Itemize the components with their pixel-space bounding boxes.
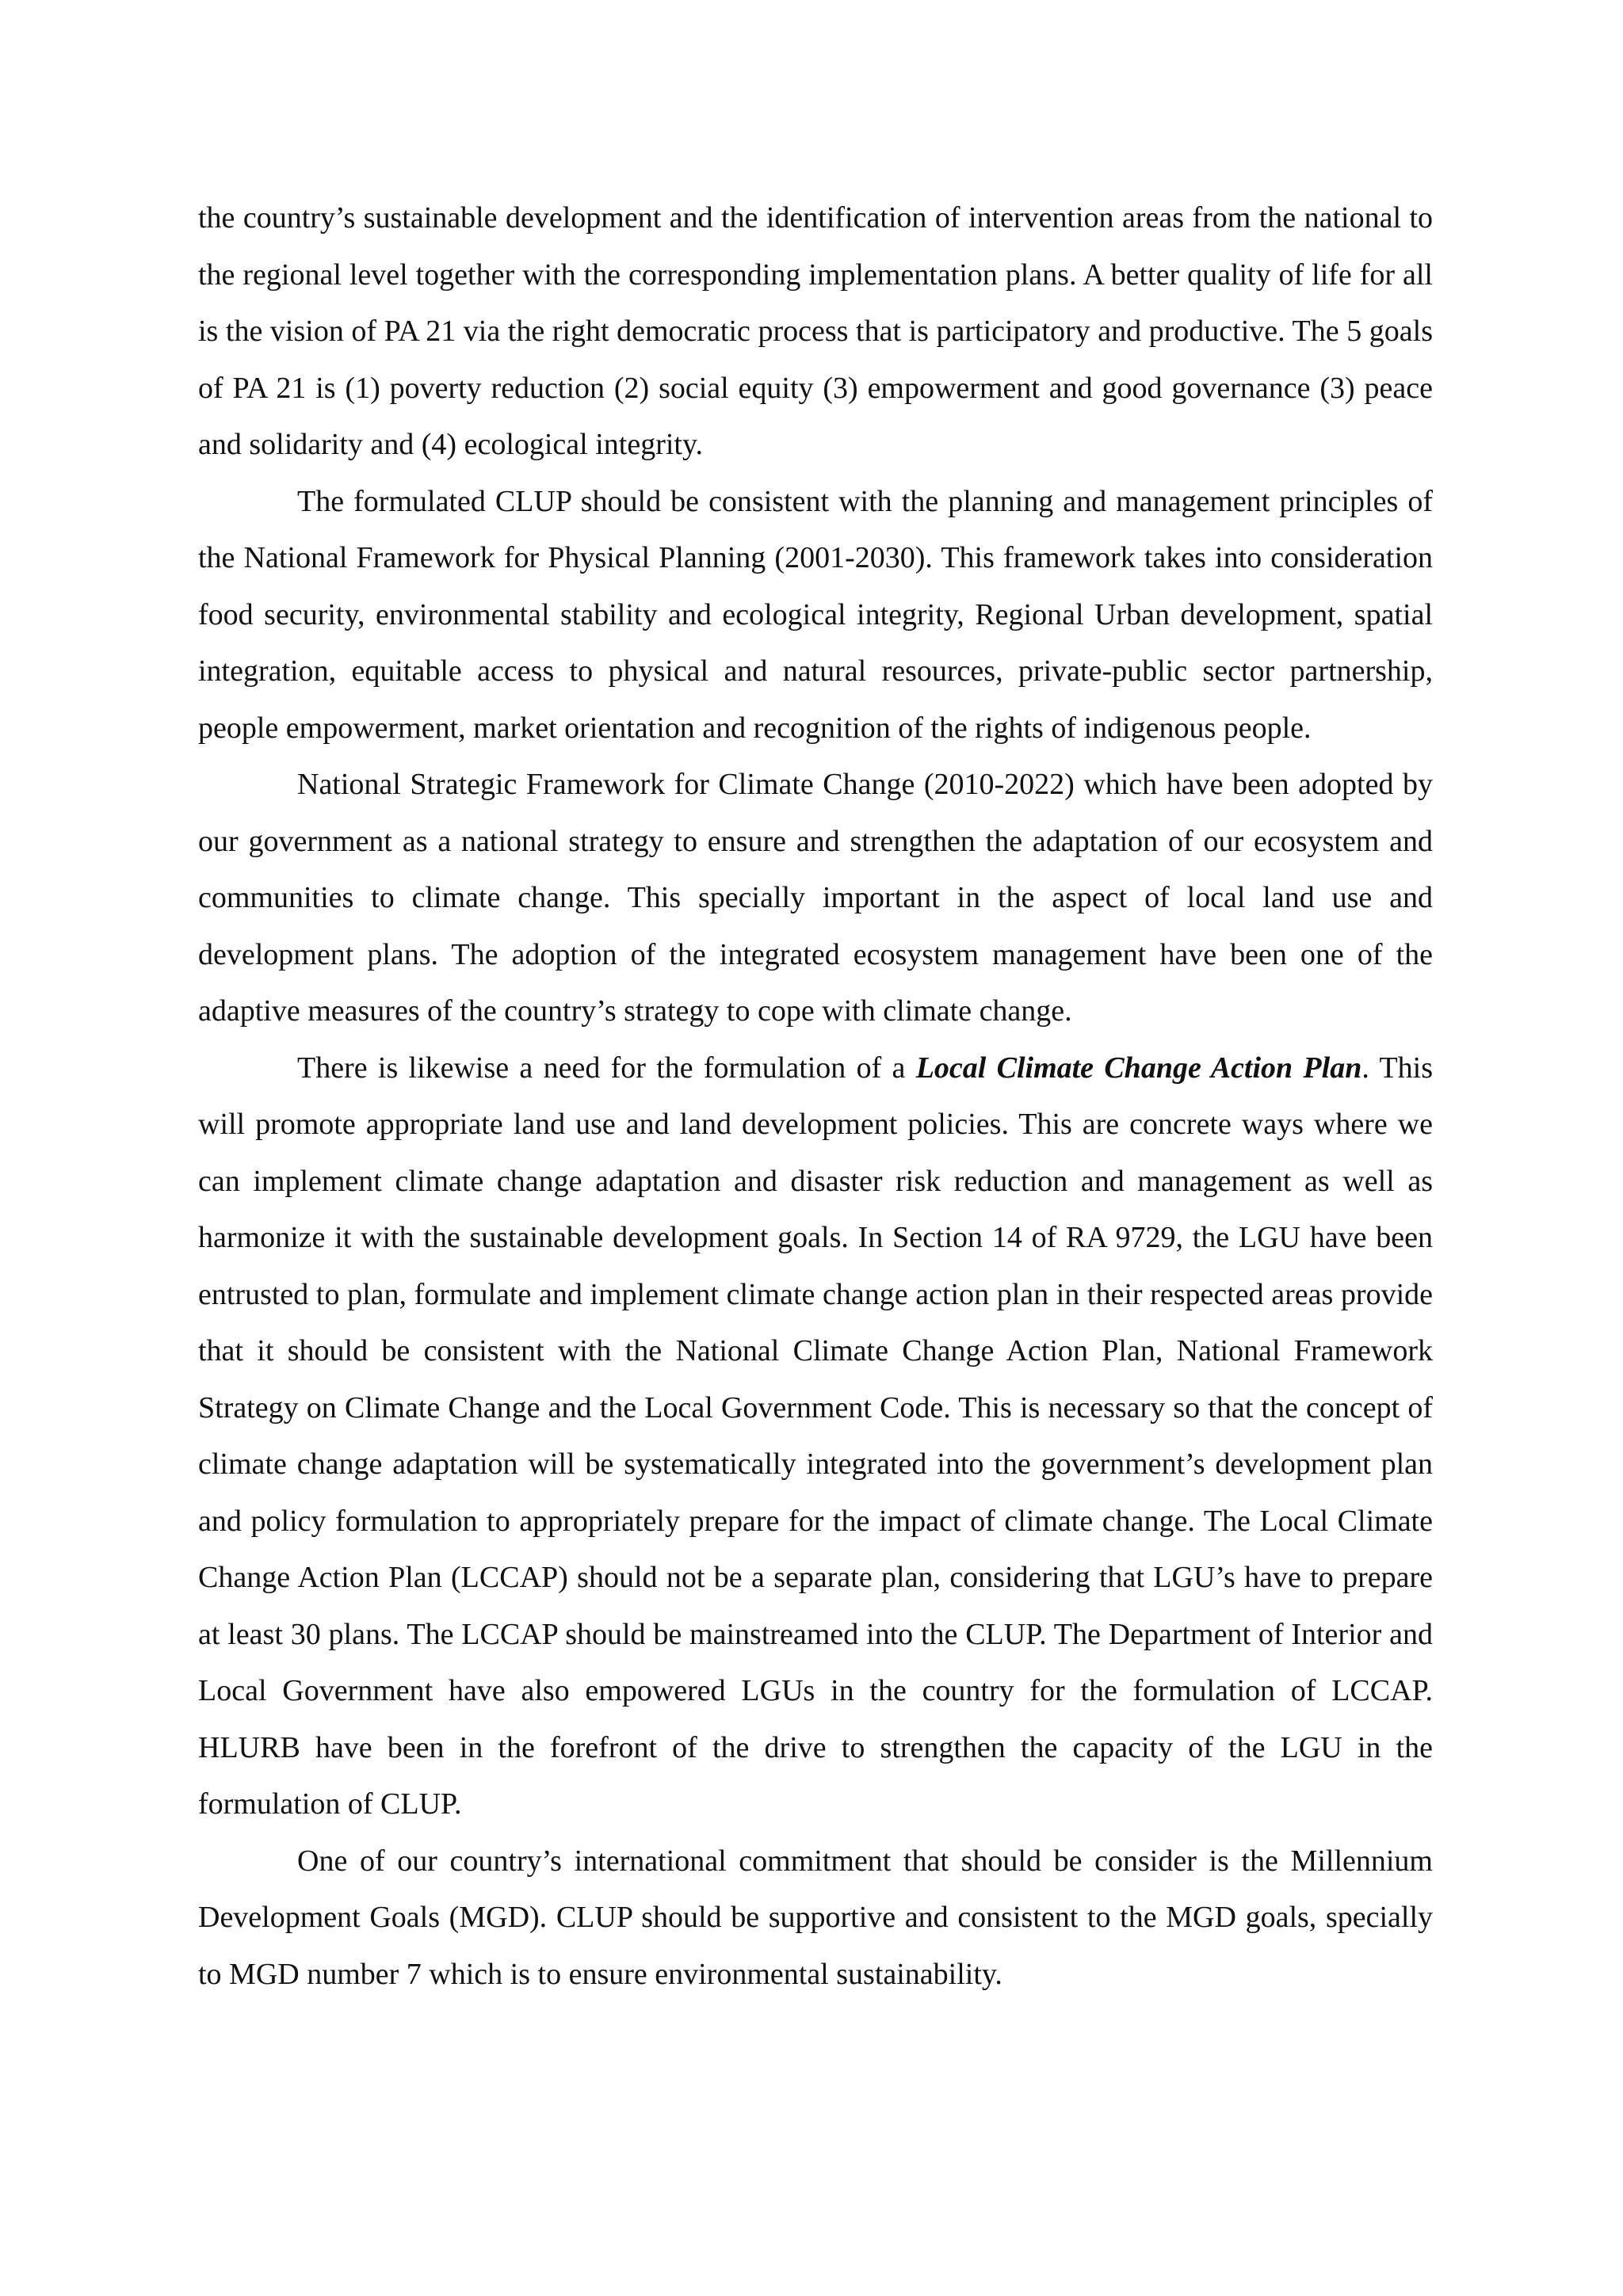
lccap-intro-text: There is likewise a need for the formulation of a [297, 1051, 916, 1085]
lccap-body-text: . This will promote appropriate land use and land development policies. This are concrete ways where we can implement climate change adaptation and disaster risk reduction and management as well as harmonize it with the sustainable development goals. In Section 14 of RA 9729, the LGU have been entrusted to plan, formulate and implement climate change action plan in their respected areas provide that it should be consistent with the National Climate Change Action Plan, National Framework Strategy on Climate Change and the Local Government Code. This is necessary so that the concept of climate change adaptation will be systematically integrated into the government’s development plan and policy formulation to appropriately prepare for the impact of climate change. The Local Climate Change Action Plan (LCCAP) should not be a separate plan, considering that LGU’s have to prepare at least 30 plans. The LCCAP should be mainstreamed into the CLUP. The Department of Interior and Local Government have also empowered LGUs in the country for the formulation of LCCAP. HLURB have been in the forefront of the drive to strengthen the capacity of the LGU in the formulation of CLUP. [198, 1051, 1433, 1821]
paragraph-strategic-framework-climate-change: National Strategic Framework for Climate Change (2010-2022) which have been adopted by our government as a national strategy to ensure and strengthen the adaptation of our ecosystem and communities to climate change. This specially important in the aspect of local land use and development plans. The adoption of the integrated ecosystem management have been one of the adaptive measures of the country’s strategy to cope with climate change. [198, 768, 1433, 1028]
paragraph-millennium-development-goals: One of our country’s international commitment that should be consider is the Millennium Development Goals (MGD). CLUP should be supportive and consistent to the MGD goals, specially to MGD number 7 which is to ensure environmental sustainability. [198, 1844, 1433, 1991]
lccap-emphasis: Local Climate Change Action Plan [915, 1051, 1362, 1085]
paragraph-pa21-goals: the country’s sustainable development and the identification of intervention areas from the national to the regional level together with the corresponding implementation plans. A better quality of life for all is the vision of PA 21 via the right democratic process that is participatory and productive. The 5 goals of PA 21 is (1) poverty reduction (2) social equity (3) empowerment and good governance (3) peace and solidarity and (4) ecological integrity. [198, 201, 1433, 461]
document-page [198, 190, 1433, 2003]
paragraph-national-framework-physical-planning: The formulated CLUP should be consistent with the planning and management principles of the National Framework for Physical Planning (2001-2030). This framework takes into consideration food security, environmental stability and ecological integrity, Regional Urban development, spatial integration, equitable access to physical and natural resources, private-public sector partnership, people empowerment, market orientation and recognition of the rights of indigenous people. [198, 484, 1433, 745]
paragraph-local-climate-change-action-plan [198, 1040, 1433, 1833]
